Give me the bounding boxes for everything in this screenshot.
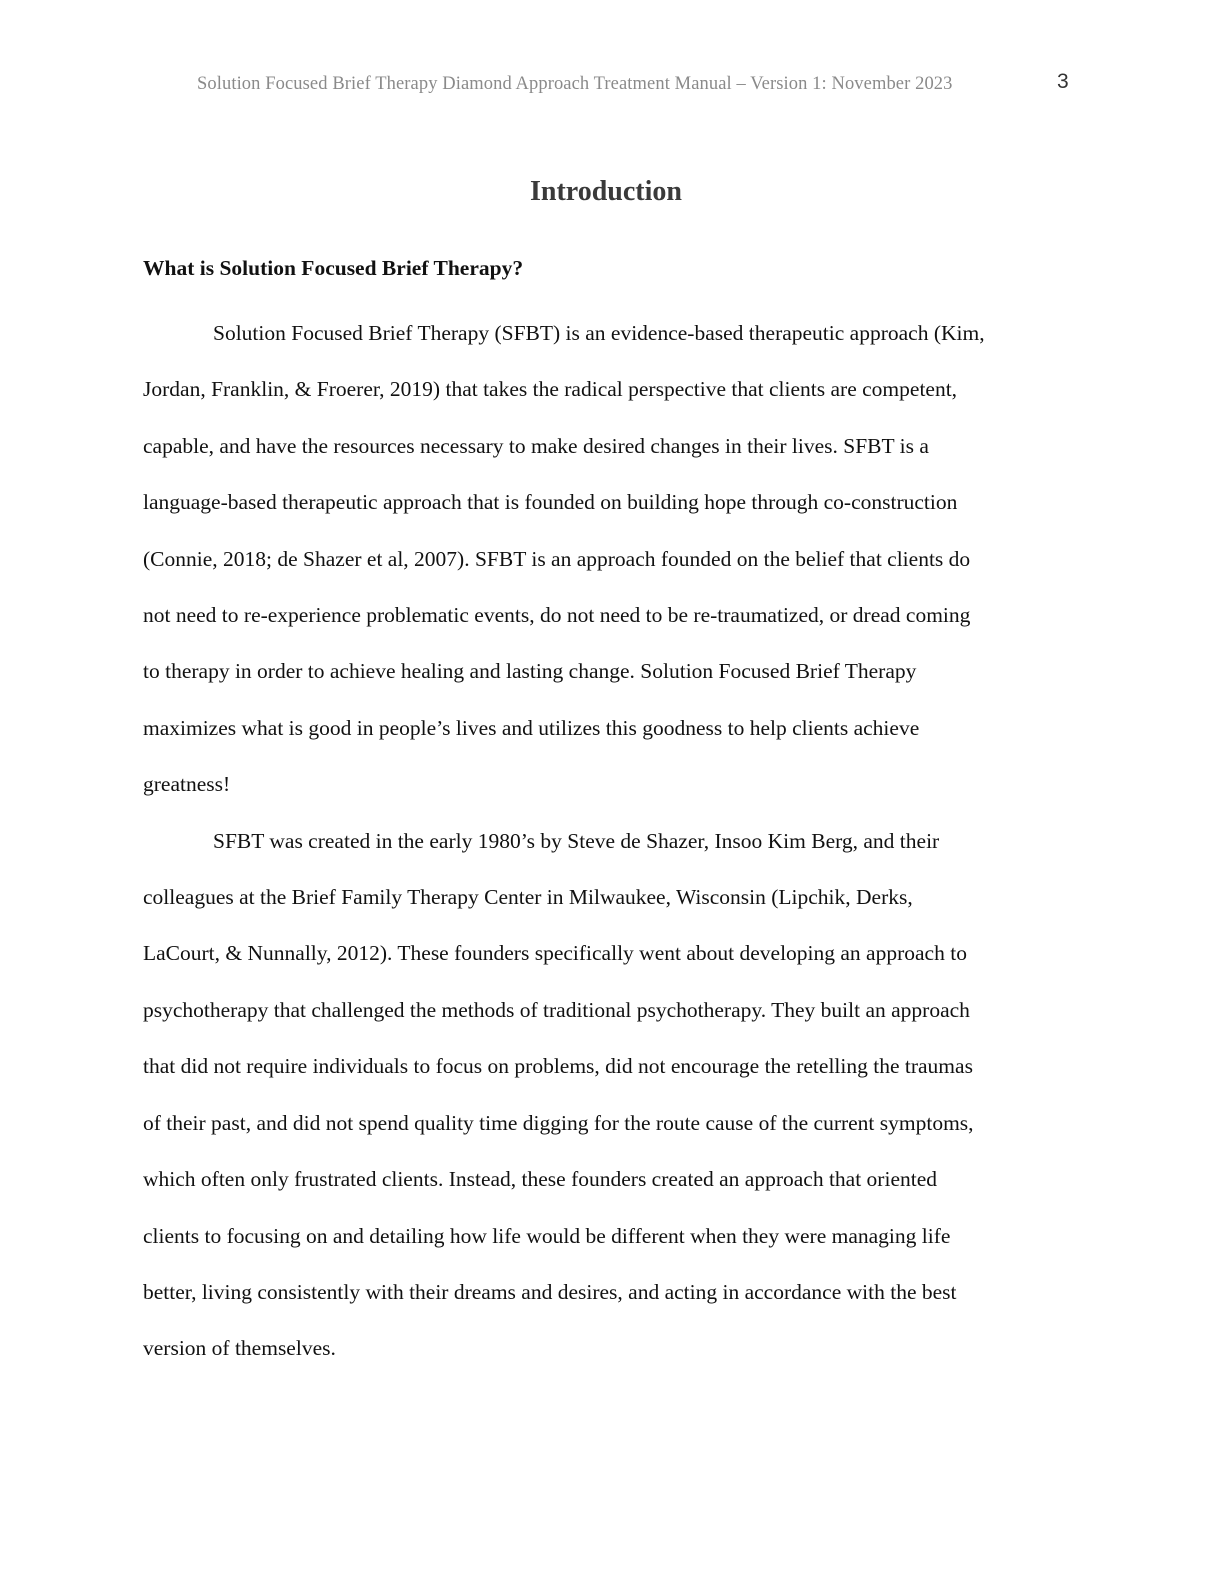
paragraph-line: Jordan, Franklin, & Froerer, 2019) that takes the radical perspective that clients are competent, bbox=[143, 377, 958, 402]
paragraph-1 bbox=[143, 305, 1093, 813]
paragraph-line: (Connie, 2018; de Shazer et al, 2007). SFBT is an approach founded on the belief that clients do bbox=[143, 546, 971, 571]
paragraph-line: colleagues at the Brief Family Therapy Center in Milwaukee, Wisconsin (Lipchik, Derks, bbox=[143, 885, 913, 910]
body-text bbox=[143, 305, 1093, 1377]
paragraph-line: SFBT was created in the early 1980’s by Steve de Shazer, Insoo Kim Berg, and their bbox=[213, 828, 940, 853]
page-title: Introduction bbox=[530, 176, 682, 207]
section-heading: What is Solution Focused Brief Therapy? bbox=[143, 256, 524, 280]
paragraph-line: that did not require individuals to focus on problems, did not encourage the retelling the traumas bbox=[143, 1054, 973, 1079]
paragraph-line: which often only frustrated clients. Instead, these founders created an approach that oriented bbox=[143, 1167, 937, 1192]
paragraph-line: capable, and have the resources necessary to make desired changes in their lives. SFBT is a bbox=[143, 433, 929, 458]
paragraph-line: of their past, and did not spend quality time digging for the route cause of the current symptoms, bbox=[143, 1110, 974, 1135]
paragraph-line: Solution Focused Brief Therapy (SFBT) is an evidence-based therapeutic approach (Kim, bbox=[213, 321, 985, 345]
running-header-title: Solution Focused Brief Therapy Diamond Approach Treatment Manual – Version 1: November 2023 bbox=[197, 74, 953, 94]
running-header bbox=[0, 70, 1224, 98]
paragraph-2 bbox=[143, 813, 1093, 1377]
paragraph-line: LaCourt, & Nunnally, 2012). These founders specifically went about developing an approach to bbox=[143, 941, 967, 966]
paragraph-line: language-based therapeutic approach that is founded on building hope through co-construction bbox=[143, 490, 958, 515]
paragraph-line: clients to focusing on and detailing how life would be different when they were managing life bbox=[143, 1223, 951, 1248]
paragraph-line: greatness! bbox=[143, 772, 231, 797]
paragraph-line: better, living consistently with their dreams and desires, and acting in accordance with the best bbox=[143, 1279, 957, 1304]
paragraph-line: not need to re-experience problematic events, do not need to be re-traumatized, or dread coming bbox=[143, 603, 971, 628]
paragraph-line: to therapy in order to achieve healing and lasting change. Solution Focused Brief Therapy bbox=[143, 659, 917, 684]
paragraph-line: maximizes what is good in people’s lives and utilizes this goodness to help clients achieve bbox=[143, 715, 920, 740]
paragraph-line: version of themselves. bbox=[143, 1336, 336, 1361]
page-number: 3 bbox=[1057, 70, 1069, 93]
paragraph-line: psychotherapy that challenged the methods of traditional psychotherapy. They built an approach bbox=[143, 997, 970, 1022]
